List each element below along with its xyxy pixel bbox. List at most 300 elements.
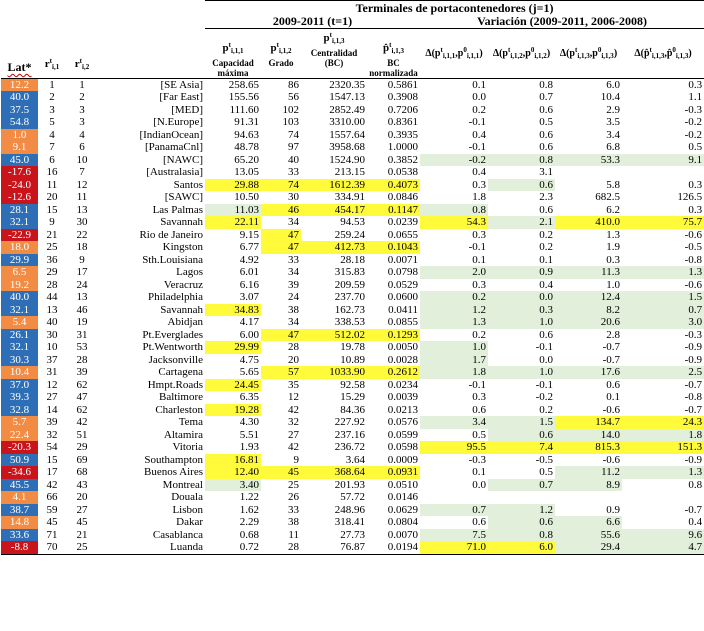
cell-var-degree: 0.2 xyxy=(539,241,553,253)
cell-port-name: Veracruz xyxy=(163,278,203,291)
cell-degree: 20 xyxy=(288,353,299,366)
cell-degree: 74 xyxy=(288,128,299,141)
cell-port-name: Cartagena xyxy=(158,366,203,378)
cell-degree: 28 xyxy=(288,541,299,553)
cell-rank-1: 40 xyxy=(46,316,58,328)
cell-degree: 45 xyxy=(261,466,301,479)
cell-var-centrality: 29.4 xyxy=(555,541,622,554)
cell-bc-normalized: 0.0846 xyxy=(387,191,418,203)
cell-var-capacity: 0.7 xyxy=(420,504,488,517)
table-row xyxy=(1,354,704,367)
cell-var-capacity: 54.3 xyxy=(420,216,488,229)
table-row xyxy=(1,166,704,179)
table-row xyxy=(1,341,704,354)
cell-centrality: 338.53 xyxy=(334,316,365,328)
cell-centrality: 76.87 xyxy=(340,541,365,553)
cell-bc-normalized: 0.3935 xyxy=(387,128,418,141)
cell-bc-normalized: 0.0070 xyxy=(387,528,418,541)
cell-rank-1: 31 xyxy=(46,366,58,378)
cell-rank-2: 43 xyxy=(76,478,88,491)
table-row xyxy=(1,416,704,429)
cell-rank-2: 19 xyxy=(76,316,88,328)
cell-var-centrality: 1.0 xyxy=(606,278,620,291)
cell-var-capacity: 1.7 xyxy=(420,354,488,367)
cell-degree: 12 xyxy=(288,391,299,403)
cell-latitude: 45.0 xyxy=(1,154,38,167)
cell-centrality: 27.73 xyxy=(340,528,365,541)
cell-degree: 47 xyxy=(261,229,301,242)
table-row xyxy=(1,329,704,342)
cell-bc-normalized: 0.0213 xyxy=(387,403,418,416)
cell-var-bc-normalized: 126.5 xyxy=(677,191,703,203)
cell-var-centrality: -0.6 xyxy=(602,403,620,416)
cell-var-centrality: 815.3 xyxy=(555,441,622,454)
cell-rank-1: 25 xyxy=(46,241,58,253)
cell-var-bc-normalized: -0.6 xyxy=(684,278,703,291)
cell-var-degree: 0.8 xyxy=(488,529,555,542)
cell-port-name: Baltimore xyxy=(159,391,203,403)
table-row xyxy=(1,391,704,404)
cell-var-capacity: 0.5 xyxy=(472,428,486,441)
cell-var-centrality: 1.9 xyxy=(606,241,620,253)
cell-rank-1: 71 xyxy=(46,528,58,541)
cell-centrality: 201.93 xyxy=(334,478,365,491)
col-v1-header: $\Delta(p^t_{i,1,1},p^0_{i,1,1})$ xyxy=(425,46,483,60)
table-row xyxy=(1,429,704,442)
cell-latitude: 28.1 xyxy=(1,204,38,217)
cell-rank-1: 59 xyxy=(46,503,58,516)
cell-latitude: 40.0 xyxy=(1,91,38,104)
cell-var-bc-normalized: 9.1 xyxy=(622,154,704,167)
table-row xyxy=(1,366,704,379)
cell-var-degree: 0.2 xyxy=(539,228,553,241)
cell-bc-normalized: 0.0194 xyxy=(387,541,418,553)
cell-latitude: 39.3 xyxy=(1,391,38,404)
cell-var-capacity: 0.0 xyxy=(472,91,486,103)
table-row xyxy=(1,254,704,267)
cell-var-bc-normalized: -0.2 xyxy=(684,116,703,128)
cell-var-capacity: 0.8 xyxy=(420,204,488,217)
cell-rank-1: 5 xyxy=(49,116,55,128)
cell-var-centrality: 0.6 xyxy=(606,378,620,391)
cell-rank-2: 9 xyxy=(79,253,85,266)
cell-var-bc-normalized: 3.0 xyxy=(622,316,704,329)
cell-var-bc-normalized: -0.7 xyxy=(684,378,703,391)
cell-var-capacity: 0.1 xyxy=(472,466,486,478)
cell-port-name: Jacksonville xyxy=(148,353,203,366)
cell-latitude: 22.4 xyxy=(1,429,38,442)
cell-var-capacity: 0.3 xyxy=(472,391,486,403)
cell-rank-2: 45 xyxy=(76,516,88,528)
cell-rank-1: 7 xyxy=(49,141,55,153)
cell-port-name: Southampton xyxy=(144,453,203,466)
cell-rank-1: 9 xyxy=(49,216,55,228)
cell-var-centrality: 0.3 xyxy=(606,253,620,266)
cell-latitude: 26.1 xyxy=(1,329,38,342)
cell-centrality: 412.73 xyxy=(301,241,367,254)
cell-rank-2: 10 xyxy=(76,153,88,166)
cell-rank-1: 39 xyxy=(46,416,58,428)
cell-capacity: 5.65 xyxy=(239,366,259,378)
cell-capacity: 13.05 xyxy=(234,166,259,178)
cell-var-capacity: 0.2 xyxy=(472,103,486,116)
cell-var-centrality: 10.4 xyxy=(600,91,620,103)
cell-capacity: 1.22 xyxy=(239,491,259,503)
cell-bc-normalized: 0.0146 xyxy=(387,491,418,503)
cell-var-centrality: -0.7 xyxy=(602,353,620,366)
cell-bc-normalized: 0.0234 xyxy=(387,378,418,391)
cell-port-name: Kingston xyxy=(162,241,203,253)
cell-capacity: 1.62 xyxy=(239,503,259,516)
cell-bc-normalized: 0.0600 xyxy=(387,291,418,303)
col-r2-header: $r^t_{i,2}$ xyxy=(74,57,90,71)
cell-latitude: 6.5 xyxy=(1,266,38,279)
cell-latitude: -22.9 xyxy=(1,229,38,242)
col-v3-header: $\Delta(p^t_{i,1,3},p^0_{i,1,3})$ xyxy=(559,46,618,60)
table-row xyxy=(1,404,704,417)
cell-centrality: 318.41 xyxy=(334,516,365,528)
cell-centrality: 1547.13 xyxy=(329,91,365,103)
cell-rank-2: 24 xyxy=(76,278,88,291)
cell-bc-normalized: 0.0598 xyxy=(387,441,418,453)
cell-capacity: 9.15 xyxy=(239,228,259,241)
cell-var-degree: 2.1 xyxy=(488,216,555,229)
cell-port-name: Vitoria xyxy=(172,441,203,453)
cell-centrality: 213.15 xyxy=(334,166,365,178)
table-row xyxy=(1,204,704,217)
cell-capacity: 1.93 xyxy=(239,441,259,453)
cell-rank-2: 62 xyxy=(76,378,88,391)
cell-var-bc-normalized xyxy=(622,491,704,504)
cell-port-name: Pt.Wentworth xyxy=(142,341,203,353)
cell-var-degree: 3.1 xyxy=(539,166,553,178)
cell-var-centrality: 2.9 xyxy=(606,103,620,116)
cell-rank-2: 46 xyxy=(76,303,88,316)
cell-var-capacity: 2.0 xyxy=(420,266,488,279)
cell-port-name: [IndianOcean] xyxy=(139,128,203,141)
cell-degree: 9 xyxy=(293,453,299,466)
cell-rank-2: 31 xyxy=(76,328,88,341)
cell-port-name: Lisbon xyxy=(172,503,203,516)
cell-var-degree: 6.0 xyxy=(488,541,555,554)
cell-var-capacity: 0.4 xyxy=(472,166,486,178)
cell-rank-2: 27 xyxy=(76,503,88,516)
table-row xyxy=(1,304,704,317)
cell-degree: 11 xyxy=(288,528,299,541)
cell-var-capacity: 0.3 xyxy=(472,278,486,291)
cell-bc-normalized: 0.0599 xyxy=(387,428,418,441)
table-row xyxy=(1,104,704,117)
cell-var-degree: -0.2 xyxy=(535,391,553,403)
cell-var-degree: 0.6 xyxy=(488,179,555,192)
cell-var-bc-normalized: 75.7 xyxy=(622,216,704,229)
cell-centrality: 1557.64 xyxy=(329,128,365,141)
cell-bc-normalized: 1.0000 xyxy=(387,141,418,153)
cell-centrality: 92.58 xyxy=(340,378,365,391)
cell-capacity: 24.45 xyxy=(205,379,261,392)
table-row xyxy=(1,266,704,279)
cell-var-degree: 0.5 xyxy=(539,466,553,478)
cell-var-centrality: 6.8 xyxy=(606,141,620,153)
col-lat-header: Lat* xyxy=(7,60,32,74)
cell-degree: 35 xyxy=(288,378,299,391)
cell-var-degree: 0.6 xyxy=(539,141,553,153)
cell-centrality: 57.72 xyxy=(340,491,365,503)
cell-var-bc-normalized: 4.7 xyxy=(622,541,704,554)
cell-centrality: 315.83 xyxy=(334,266,365,278)
cell-latitude: 45.5 xyxy=(1,479,38,492)
cell-rank-1: 12 xyxy=(46,378,58,391)
cell-bc-normalized: 0.0050 xyxy=(387,341,418,353)
cell-var-centrality: 11.3 xyxy=(555,266,622,279)
cell-port-name: Savannah xyxy=(160,303,203,316)
cell-var-bc-normalized: -0.2 xyxy=(684,128,703,141)
cell-degree: 42 xyxy=(288,403,299,416)
cell-degree: 103 xyxy=(282,116,299,128)
cell-var-capacity: 1.8 xyxy=(472,191,486,203)
cell-var-bc-normalized: 0.5 xyxy=(688,141,703,153)
cell-var-degree: -0.1 xyxy=(535,378,553,391)
cell-centrality: 1612.39 xyxy=(301,179,367,192)
cell-bc-normalized: 0.0576 xyxy=(387,416,418,428)
cell-var-bc-normalized: 0.3 xyxy=(688,203,703,216)
cell-latitude: 19.2 xyxy=(1,279,38,292)
table-row xyxy=(1,504,704,517)
cell-port-name: Montreal xyxy=(162,478,203,491)
cell-var-centrality: 410.0 xyxy=(555,216,622,229)
cell-port-name: Tema xyxy=(178,416,203,428)
cell-rank-1: 36 xyxy=(46,253,58,266)
table-row xyxy=(1,516,704,529)
cell-var-capacity: 7.5 xyxy=(420,529,488,542)
cell-bc-normalized: 0.0798 xyxy=(387,266,418,278)
cell-capacity: 6.16 xyxy=(239,278,259,291)
col-p2-header: $p^t_{i,1,2}$ Grado xyxy=(268,41,294,68)
cell-var-degree: -0.1 xyxy=(535,341,553,353)
cell-var-bc-normalized: 24.3 xyxy=(622,416,704,429)
cell-capacity: 16.81 xyxy=(205,454,261,467)
table-row xyxy=(1,441,704,454)
cell-port-name: Hmpt.Roads xyxy=(147,378,203,391)
cell-capacity: 3.40 xyxy=(205,479,261,492)
cell-var-centrality xyxy=(555,166,622,179)
cell-rank-2: 12 xyxy=(76,178,88,191)
cell-var-centrality: 5.8 xyxy=(606,178,620,191)
cell-rank-2: 53 xyxy=(76,341,88,353)
cell-capacity: 19.28 xyxy=(205,404,261,417)
cell-latitude: 32.8 xyxy=(1,404,38,417)
cell-var-degree: 0.6 xyxy=(539,203,553,216)
cell-rank-2: 17 xyxy=(76,266,88,278)
cell-latitude: 50.9 xyxy=(1,454,38,467)
cell-latitude: 29.9 xyxy=(1,254,38,267)
cell-degree: 40 xyxy=(288,153,299,166)
cell-centrality: 2852.49 xyxy=(329,103,365,116)
cell-rank-2: 30 xyxy=(76,216,88,228)
cell-latitude: 14.8 xyxy=(1,516,38,529)
table-row xyxy=(1,141,704,154)
cell-port-name: Dakar xyxy=(176,516,203,528)
cell-centrality: 94.53 xyxy=(340,216,365,228)
cell-var-capacity: 0.2 xyxy=(472,328,486,341)
cell-centrality: 1524.90 xyxy=(329,153,365,166)
cell-bc-normalized: 0.2612 xyxy=(367,366,420,379)
cell-var-degree: 0.6 xyxy=(539,128,553,141)
cell-centrality: 237.16 xyxy=(334,428,365,441)
cell-degree: 38 xyxy=(288,516,299,528)
cell-var-bc-normalized: 0.3 xyxy=(688,78,703,91)
cell-var-centrality: 12.4 xyxy=(555,291,622,304)
cell-rank-2: 62 xyxy=(76,403,88,416)
cell-degree: 24 xyxy=(288,291,299,303)
cell-latitude: 30.3 xyxy=(1,354,38,367)
cell-centrality: 28.18 xyxy=(340,253,365,266)
cell-port-name: Charleston xyxy=(155,403,203,416)
cell-rank-1: 44 xyxy=(46,291,58,303)
cell-var-degree: 0.1 xyxy=(539,253,553,266)
table-body xyxy=(1,78,704,554)
cell-var-degree: 1.2 xyxy=(488,504,555,517)
cell-centrality: 209.59 xyxy=(334,278,365,291)
table-row xyxy=(1,116,704,129)
cell-degree: 25 xyxy=(288,478,299,491)
cell-latitude: -8.8 xyxy=(1,541,38,554)
cell-port-name: [Australasia] xyxy=(146,166,203,178)
cell-bc-normalized: 0.0629 xyxy=(387,503,418,516)
cell-capacity: 22.11 xyxy=(205,216,261,229)
cell-var-bc-normalized: 0.3 xyxy=(688,178,703,191)
cell-capacity: 3.07 xyxy=(239,291,259,303)
cell-centrality: 454.17 xyxy=(301,204,367,217)
cell-latitude: -12.6 xyxy=(1,191,38,204)
cell-var-centrality: 6.0 xyxy=(606,78,620,91)
cell-port-name: Rio de Janeiro xyxy=(139,228,203,241)
cell-port-name: Altamira xyxy=(163,428,203,441)
cell-rank-1: 28 xyxy=(46,278,58,291)
cell-rank-2: 68 xyxy=(76,466,88,478)
cell-var-capacity: 0.1 xyxy=(472,253,486,266)
cell-rank-2: 25 xyxy=(76,541,88,553)
cell-bc-normalized: 0.1293 xyxy=(367,329,420,342)
cell-degree: 39 xyxy=(288,278,299,291)
cell-capacity: 4.17 xyxy=(239,316,259,328)
cell-capacity: 91.31 xyxy=(234,116,259,128)
cell-centrality: 3958.68 xyxy=(329,141,365,153)
cell-var-capacity: 1.0 xyxy=(420,341,488,354)
cell-var-capacity xyxy=(420,491,488,504)
cell-rank-2: 22 xyxy=(76,228,88,241)
cell-degree: 28 xyxy=(288,341,299,353)
cell-port-name: [SE Asia] xyxy=(160,78,203,91)
cell-latitude: 18.0 xyxy=(1,241,38,254)
cell-rank-2: 13 xyxy=(76,203,88,216)
cell-var-capacity: -0.1 xyxy=(468,116,486,128)
cell-var-capacity: 0.6 xyxy=(472,403,486,416)
cell-port-name: Abidjan xyxy=(167,316,203,328)
cell-capacity: 6.00 xyxy=(239,328,259,341)
cell-var-centrality: 8.2 xyxy=(555,304,622,317)
cell-var-capacity: 95.5 xyxy=(420,441,488,454)
cell-var-degree xyxy=(488,491,555,504)
cell-var-bc-normalized: 1.8 xyxy=(622,429,704,442)
cell-rank-2: 4 xyxy=(79,128,85,141)
cell-var-centrality: 55.6 xyxy=(555,529,622,542)
cell-port-name: Pt.Everglades xyxy=(142,328,203,341)
cell-capacity: 12.40 xyxy=(205,466,261,479)
cell-var-centrality: 3.4 xyxy=(606,128,620,141)
cell-port-name: Casablanca xyxy=(152,528,203,541)
cell-degree: 46 xyxy=(261,204,301,217)
cell-bc-normalized: 0.0071 xyxy=(387,253,418,266)
cell-rank-1: 37 xyxy=(46,353,58,366)
cell-var-bc-normalized: -0.9 xyxy=(684,341,703,353)
cell-degree: 34 xyxy=(288,216,299,228)
cell-port-name: [MED] xyxy=(171,103,203,116)
cell-port-name: [N.Europe] xyxy=(153,116,203,128)
cell-rank-1: 66 xyxy=(46,491,58,503)
table-header xyxy=(1,1,704,79)
variation-title: Variación (2009-2011, 2006-2008) xyxy=(420,14,704,29)
cell-bc-normalized: 0.0855 xyxy=(387,316,418,328)
cell-capacity: 6.35 xyxy=(239,391,259,403)
cell-bc-normalized: 0.3908 xyxy=(387,91,418,103)
cell-degree: 34 xyxy=(288,316,299,328)
cell-rank-2: 69 xyxy=(76,453,88,466)
cell-rank-2: 21 xyxy=(76,528,88,541)
cell-centrality: 236.72 xyxy=(334,441,365,453)
cell-degree: 102 xyxy=(282,103,299,116)
cell-var-capacity: -0.1 xyxy=(468,241,486,253)
cell-port-name: Luanda xyxy=(170,541,203,553)
cell-var-degree: 0.6 xyxy=(488,516,555,529)
cell-var-capacity: 1.3 xyxy=(420,316,488,329)
cell-rank-1: 6 xyxy=(49,153,55,166)
cell-var-centrality: 6.6 xyxy=(555,516,622,529)
cell-bc-normalized: 0.1043 xyxy=(367,241,420,254)
cell-capacity: 4.30 xyxy=(239,416,259,428)
cell-bc-normalized: 0.0538 xyxy=(387,166,418,178)
table-row xyxy=(1,154,704,167)
cell-var-centrality: 11.2 xyxy=(555,466,622,479)
col-v4-header: Δ(p̂$^t_{i,1,3}$,p̂$^0_{i,1,3}$) xyxy=(634,46,692,60)
table-row xyxy=(1,291,704,304)
cell-var-degree: 0.7 xyxy=(488,479,555,492)
cell-centrality: 15.29 xyxy=(340,391,365,403)
cell-var-bc-normalized: 1.1 xyxy=(688,91,703,103)
cell-rank-1: 70 xyxy=(46,541,58,553)
cell-capacity: 111.60 xyxy=(229,103,259,116)
cell-rank-2: 47 xyxy=(76,391,88,403)
cell-degree: 32 xyxy=(288,416,299,428)
cell-var-centrality: 3.5 xyxy=(606,116,620,128)
cell-var-capacity: -0.2 xyxy=(420,154,488,167)
cell-var-centrality: 134.7 xyxy=(555,416,622,429)
cell-var-bc-normalized: 0.7 xyxy=(622,304,704,317)
table-row xyxy=(1,379,704,392)
table-row xyxy=(1,529,704,542)
cell-capacity: 258.65 xyxy=(228,78,259,91)
cell-var-bc-normalized xyxy=(622,166,704,179)
cell-capacity: 29.88 xyxy=(205,179,261,192)
cell-rank-1: 13 xyxy=(46,303,58,316)
cell-latitude: -20.3 xyxy=(1,441,38,454)
cell-var-capacity: 0.1 xyxy=(472,78,486,91)
cell-var-bc-normalized: 9.6 xyxy=(622,529,704,542)
cell-port-name: Sth.Louisiana xyxy=(142,253,203,266)
data-table xyxy=(1,0,704,555)
cell-latitude: 37.5 xyxy=(1,104,38,117)
cell-var-centrality: 682.5 xyxy=(595,191,620,203)
